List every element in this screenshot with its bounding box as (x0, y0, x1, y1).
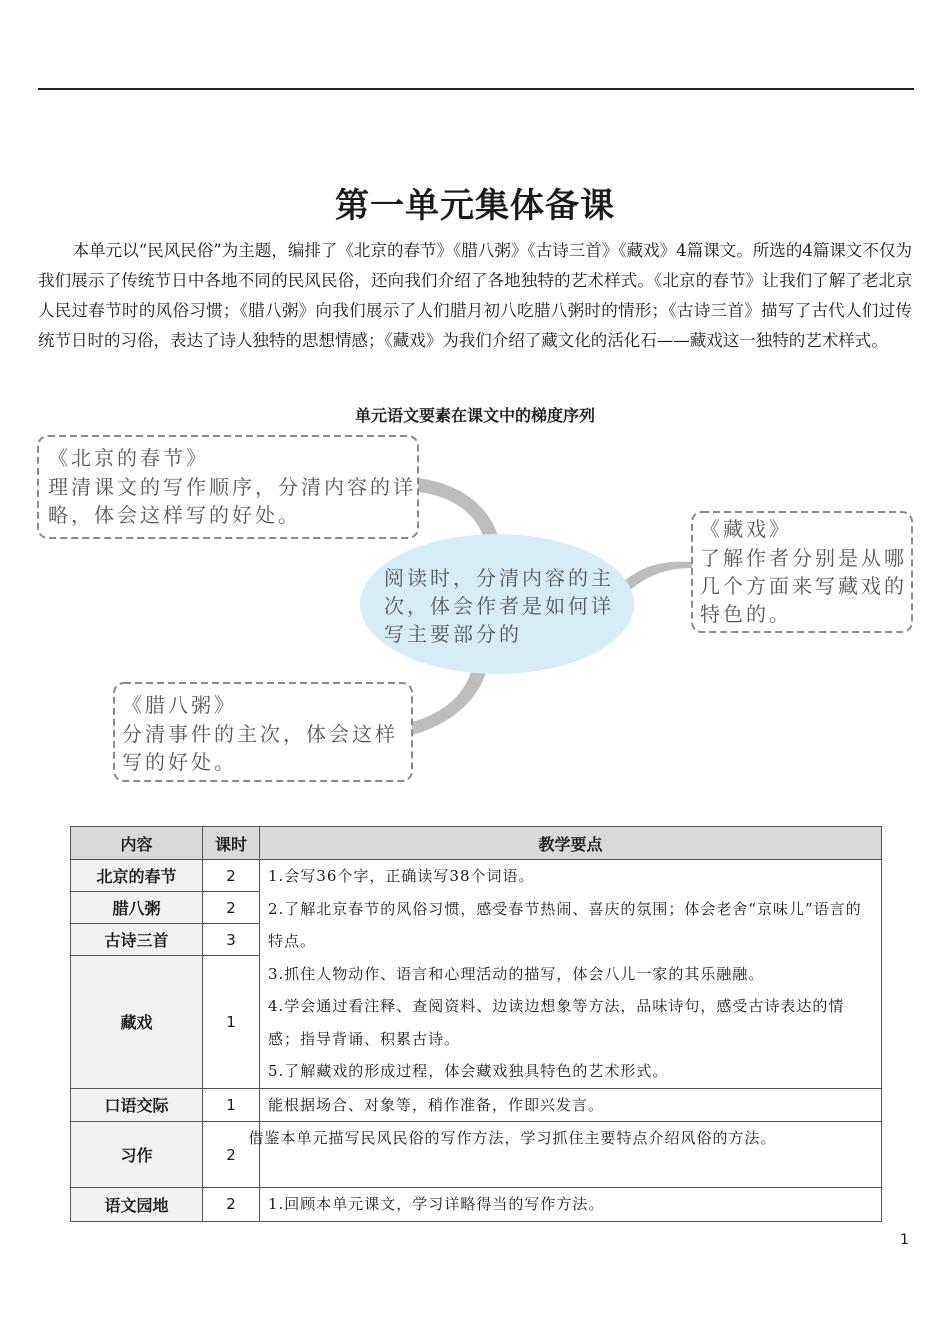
connector-labazhou (412, 668, 486, 735)
table-row (71, 1088, 882, 1122)
row-hours: 2 (203, 1188, 260, 1222)
row-hours: 1 (203, 1088, 260, 1122)
box-beijing-body: 理清课文的写作顺序，分清内容的详略，体会这样写的好处。 (48, 475, 416, 527)
row-hours: 2 (203, 892, 260, 924)
box-zangxi-body: 了解作者分别是从哪几个方面来写藏戏的特色的。 (700, 546, 907, 626)
writing-point-cell: 借鉴本单元描写民风民俗的写作方法，学习抓住主要特点介绍风俗的方法。 (260, 1122, 882, 1188)
page-title: 第一单元集体备课 (335, 186, 615, 226)
lesson-plan-table (70, 826, 882, 1222)
box-zangxi-title: 《藏戏》 (700, 517, 792, 541)
box-labazhou-title: 《腊八粥》 (122, 693, 237, 717)
teaching-point: 1.会写36个字，正确读写38个词语。 (268, 867, 535, 885)
row-hours: 3 (203, 924, 260, 956)
mindmap-subtitle: 单元语文要素在课文中的梯度序列 (354, 406, 595, 425)
garden-point-cell: 1.回顾本单元课文，学习详略得当的写作方法。 (260, 1188, 882, 1222)
row-hours: 2 (203, 860, 260, 892)
mindmap-center-text: 阅读时，分清内容的主次，体会作者是如何详写主要部分的 (384, 566, 614, 646)
box-beijing (48, 443, 418, 529)
teaching-points-cell (260, 860, 882, 1089)
row-hours: 2 (203, 1122, 260, 1188)
box-beijing-title: 《北京的春节》 (48, 446, 209, 470)
row-name: 习作 (71, 1122, 203, 1188)
teaching-point: 3.抓住人物动作、语言和心理活动的描写，体会八儿一家的其乐融融。 (268, 964, 765, 983)
header-points: 教学要点 (260, 827, 882, 860)
box-labazhou (122, 690, 412, 776)
teaching-point: 2.了解北京春节的风俗习惯，感受春节热闹、喜庆的氛围；体会老舍“京味儿”语言的特点。 (268, 899, 862, 950)
table-row (71, 1188, 882, 1222)
table-header-row (71, 827, 882, 860)
row-name: 藏戏 (71, 956, 203, 1088)
oral-point-cell: 能根据场合、对象等，稍作准备，作即兴发言。 (260, 1088, 882, 1122)
intro-paragraph: 本单元以“民风民俗”为主题，编排了《北京的春节》《腊八粥》《古诗三首》《藏戏》4篇课文。所选的4篇课文不仅为我们展示了传统节日中各地不同的民风民俗，还向我们介绍了各地独特的艺术样式。《北京的春节》让我们了解了老北京人民过春节时的风俗习惯；《腊八粥》向我们展示了人们腊月初八吃腊八粥时的情形；《古诗三首》描写了古代人们过传统节日时的习俗，表达了诗人独特的思想情感；《藏戏》为我们介绍了藏文化的活化石——藏戏这一独特的艺术样式。 (38, 241, 912, 350)
header-content: 内容 (71, 827, 203, 860)
box-zangxi (700, 514, 915, 628)
table-row (71, 860, 882, 892)
box-labazhou-body: 分清事件的主次，体会这样写的好处。 (122, 722, 398, 774)
row-name: 口语交际 (71, 1088, 203, 1122)
teaching-point: 5.了解藏戏的形成过程，体会藏戏独具特色的艺术形式。 (268, 1062, 669, 1080)
table-row (71, 1122, 882, 1188)
page-number: 1 (900, 1232, 909, 1248)
row-name: 北京的春节 (71, 860, 203, 892)
row-name: 古诗三首 (71, 924, 203, 956)
teaching-point: 4.学会通过看注释、查阅资料、边读边想象等方法，品味诗句，感受古诗表达的情感；指导背诵、积累古诗。 (268, 997, 845, 1048)
row-hours: 1 (203, 956, 260, 1088)
row-name: 腊八粥 (71, 892, 203, 924)
header-hours: 课时 (203, 827, 260, 860)
row-name: 语文园地 (71, 1188, 203, 1222)
